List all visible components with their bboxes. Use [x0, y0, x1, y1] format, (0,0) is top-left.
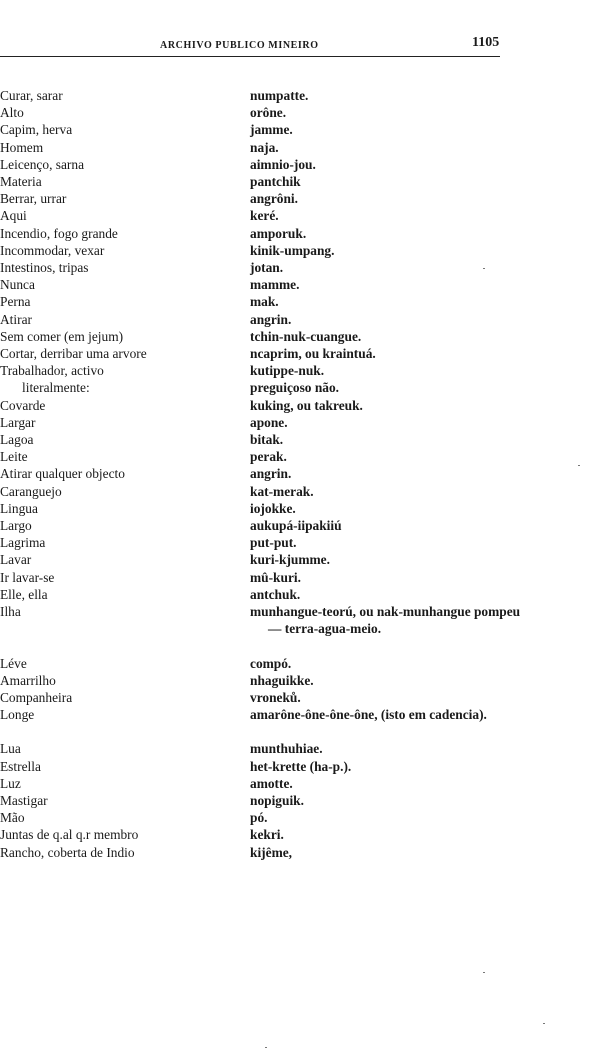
native-translation: kat-merak. — [250, 483, 314, 499]
vocabulary-entry — [0, 345, 615, 362]
vocabulary-entry — [0, 242, 615, 259]
vocabulary-entry — [0, 758, 615, 775]
portuguese-term: Atirar — [0, 311, 32, 327]
native-translation: kuri-kjumme. — [250, 552, 330, 568]
vocabulary-entry — [0, 190, 615, 207]
native-translation: amporuk. — [250, 225, 307, 241]
vocabulary-entry — [0, 379, 615, 396]
native-translation: angrin. — [250, 466, 292, 482]
vocabulary-entry — [0, 207, 615, 224]
portuguese-term: Covarde — [0, 397, 46, 413]
vocabulary-entry — [0, 655, 615, 672]
running-title: ARCHIVO PUBLICO MINEIRO — [160, 40, 319, 51]
vocabulary-entry — [0, 431, 615, 448]
native-translation: mamme. — [250, 277, 300, 293]
vocabulary-entry — [0, 603, 615, 637]
native-translation: amarône-ône-ône-ône, (isto em cadencia). — [250, 707, 487, 723]
vocabulary-entry — [0, 826, 615, 843]
portuguese-term: Largar — [0, 414, 36, 430]
native-translation: iojokke. — [250, 500, 296, 516]
native-translation: perak. — [250, 449, 287, 465]
portuguese-term: Companheira — [0, 689, 73, 705]
portuguese-term: Perna — [0, 294, 31, 310]
portuguese-term: Largo — [0, 518, 32, 534]
vocabulary-entry — [0, 328, 615, 345]
native-translation: preguiçoso não. — [250, 380, 340, 396]
vocabulary-entry — [0, 689, 615, 706]
portuguese-term: Lingua — [0, 500, 38, 516]
native-translation: nhaguikke. — [250, 672, 314, 688]
native-translation: apone. — [250, 414, 288, 430]
portuguese-term: Berrar, urrar — [0, 191, 67, 207]
portuguese-term: Ir lavar-se — [0, 569, 55, 585]
vocabulary-entry — [0, 740, 615, 757]
portuguese-term: Amarrilho — [0, 672, 56, 688]
portuguese-term: Mastigar — [0, 792, 48, 808]
native-translation: antchuk. — [250, 586, 301, 602]
vocabulary-entry — [0, 121, 615, 138]
native-translation: pantchik — [250, 174, 301, 190]
portuguese-term: Leite — [0, 449, 28, 465]
vocabulary-entry — [0, 104, 615, 121]
vocabulary-entry — [0, 569, 615, 586]
vocabulary-entry — [0, 293, 615, 310]
native-translation: ncaprim, ou kraintuá. — [250, 346, 376, 362]
portuguese-term: Lagoa — [0, 432, 34, 448]
vocabulary-entry — [0, 397, 615, 414]
portuguese-term: Lavar — [0, 552, 32, 568]
vocabulary-entry — [0, 311, 615, 328]
native-translation: aukupá-iipakiiú — [250, 518, 342, 534]
native-translation: naja. — [250, 139, 279, 155]
native-translation: tchin-nuk-cuangue. — [250, 328, 362, 344]
vocabulary-entry — [0, 809, 615, 826]
native-translation: put-put. — [250, 535, 297, 551]
native-translation: kutippe-nuk. — [250, 363, 325, 379]
vocabulary-entry — [0, 844, 615, 861]
vocabulary-entry — [0, 551, 615, 568]
native-translation: angrin. — [250, 311, 292, 327]
vocabulary-entry — [0, 586, 615, 603]
vocabulary-list — [0, 87, 615, 861]
native-translation: het-krette (ha-p.). — [250, 758, 352, 774]
portuguese-term: Mão — [0, 810, 25, 826]
header-rule — [0, 56, 500, 57]
native-translation: vroneků. — [250, 689, 301, 705]
vocabulary-entry — [0, 500, 615, 517]
native-translation: munhangue-teorú, ou nak-munhangue pompeu — terra-agua-meio. — [250, 604, 521, 637]
vocabulary-entry — [0, 156, 615, 173]
portuguese-term: Leicenço, sarna — [0, 156, 85, 172]
native-translation: compó. — [250, 655, 292, 671]
native-translation: orône. — [250, 105, 287, 121]
portuguese-term: Intestinos, tripas — [0, 260, 89, 276]
portuguese-term: Luz — [0, 775, 21, 791]
vocabulary-entry — [0, 534, 615, 551]
native-translation: mû-kuri. — [250, 569, 301, 585]
native-translation: kuking, ou takreuk. — [250, 397, 363, 413]
portuguese-term: Atirar qualquer objecto — [0, 466, 125, 482]
portuguese-term: Estrella — [0, 758, 41, 774]
native-translation: jotan. — [250, 260, 284, 276]
vocabulary-entry — [0, 792, 615, 809]
portuguese-term: Elle, ella — [0, 586, 48, 602]
portuguese-term: Trabalhador, activo — [0, 363, 104, 379]
vocabulary-entry — [0, 259, 615, 276]
vocabulary-entry — [0, 706, 615, 723]
vocabulary-entry — [0, 276, 615, 293]
native-translation: nopiguik. — [250, 792, 304, 808]
vocabulary-entry — [0, 173, 615, 190]
vocabulary-entry — [0, 775, 615, 792]
portuguese-term: Longe — [0, 707, 35, 723]
native-translation: aimnio-jou. — [250, 156, 316, 172]
native-translation: kijême, — [250, 844, 293, 860]
portuguese-term: Sem comer (em jejum) — [0, 328, 124, 344]
portuguese-term: Incendio, fogo grande — [0, 225, 118, 241]
vocabulary-entry — [0, 672, 615, 689]
native-translation: keré. — [250, 208, 279, 224]
portuguese-term: Juntas de q.al q.r membro — [0, 827, 139, 843]
vocabulary-entry — [0, 517, 615, 534]
vocabulary-entry — [0, 483, 615, 500]
native-translation: kekri. — [250, 827, 284, 843]
portuguese-term: Curar, sarar — [0, 88, 63, 103]
vocabulary-entry — [0, 448, 615, 465]
portuguese-term: Materia — [0, 174, 42, 190]
vocabulary-entry — [0, 465, 615, 482]
portuguese-term: Aqui — [0, 208, 27, 224]
vocabulary-entry — [0, 225, 615, 242]
portuguese-term: Alto — [0, 105, 24, 121]
portuguese-term: Rancho, coberta de Indio — [0, 844, 135, 860]
native-translation: amotte. — [250, 775, 293, 791]
portuguese-term: Lua — [0, 741, 21, 757]
native-translation: bitak. — [250, 432, 284, 448]
native-translation: mak. — [250, 294, 279, 310]
vocabulary-entry — [0, 139, 615, 156]
portuguese-term: Capim, herva — [0, 122, 73, 138]
vocabulary-entry — [0, 414, 615, 431]
native-translation: kinik-umpang. — [250, 242, 335, 258]
native-translation: numpatte. — [250, 88, 309, 103]
native-translation: pó. — [250, 810, 268, 826]
portuguese-term: Cortar, derribar uma arvore — [0, 346, 147, 362]
portuguese-term: Lagrima — [0, 535, 46, 551]
page-number: 1105 — [472, 35, 500, 50]
portuguese-term: Nunca — [0, 277, 35, 293]
portuguese-term: Caranguejo — [0, 483, 62, 499]
portuguese-term: Léve — [0, 655, 27, 671]
native-translation: angrôni. — [250, 191, 298, 207]
native-translation: jamme. — [250, 122, 293, 138]
portuguese-term: Ilha — [0, 604, 21, 620]
portuguese-term: Incommodar, vexar — [0, 242, 105, 258]
native-translation: munthuhiae. — [250, 741, 323, 757]
portuguese-term: literalmente: — [22, 380, 90, 396]
vocabulary-entry — [0, 362, 615, 379]
portuguese-term: Homem — [0, 139, 44, 155]
vocabulary-entry — [0, 87, 615, 104]
page-header — [0, 34, 510, 54]
